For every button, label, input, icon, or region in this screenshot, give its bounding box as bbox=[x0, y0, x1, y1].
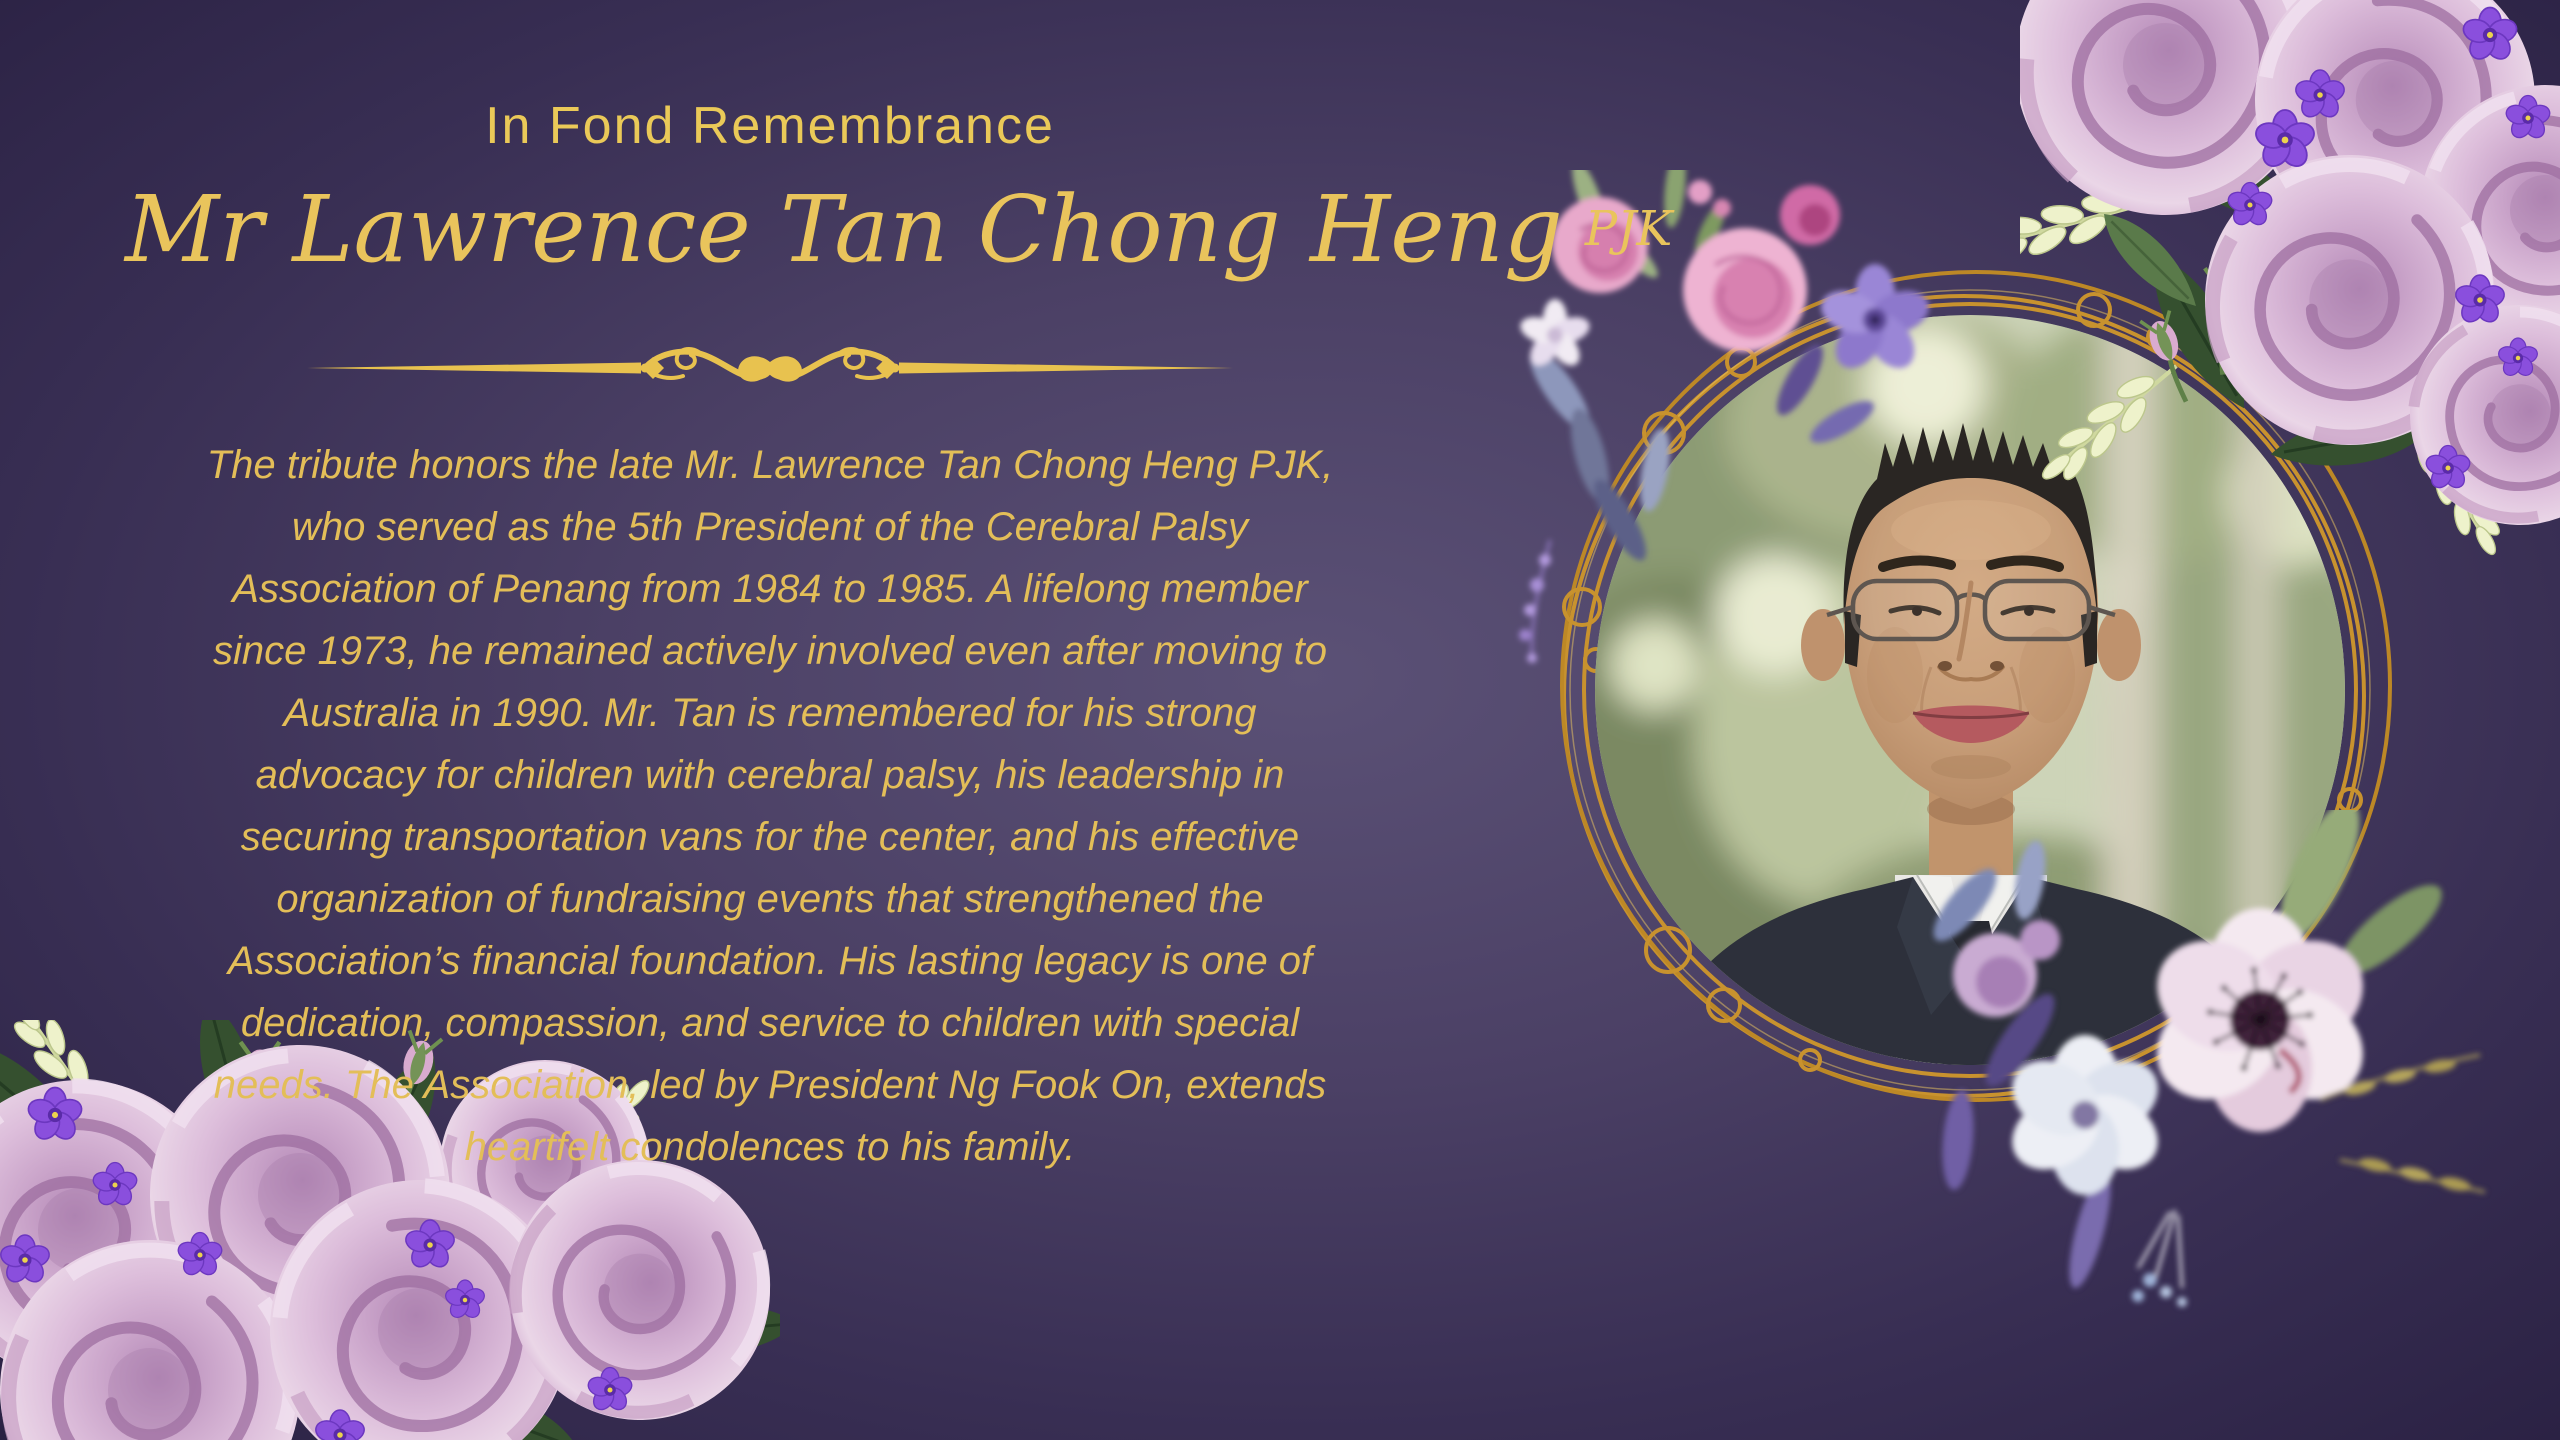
ornamental-divider bbox=[305, 336, 1235, 400]
tribute-line: needs. The Association, led by President Ng Fook On, extends bbox=[213, 1063, 1327, 1107]
watercolor-flowers-top-left bbox=[1470, 170, 2030, 730]
deceased-name: Mr Lawrence Tan Chong Heng bbox=[125, 176, 1563, 283]
tribute-line: Australia in 1990. Mr. Tan is remembered for his strong bbox=[283, 691, 1257, 735]
tribute-line: Association of Penang from 1984 to 1985. A lifelong member bbox=[232, 567, 1308, 611]
rose-bouquet-bottom-left bbox=[0, 1020, 780, 1440]
tribute-line: heartfelt condolences to his family. bbox=[464, 1125, 1076, 1169]
tribute-line: The tribute honors the late Mr. Lawrence Tan Chong Heng PJK, bbox=[206, 443, 1334, 487]
kicker-title: In Fond Remembrance bbox=[485, 97, 1055, 155]
tribute-line: advocacy for children with cerebral palsy, his leadership in bbox=[255, 753, 1285, 797]
rose-bouquet-top-right bbox=[2020, 0, 2560, 600]
tribute-line: organization of fundraising events that strengthened the bbox=[276, 877, 1264, 921]
tribute-line: who served as the 5th President of the Cerebral Palsy bbox=[291, 505, 1249, 549]
tribute-line: since 1973, he remained actively involved even after moving to bbox=[213, 629, 1327, 673]
watercolor-flowers-bottom-right bbox=[1920, 810, 2560, 1370]
tribute-line: securing transportation vans for the center, and his effective bbox=[240, 815, 1300, 859]
tribute-line: Association’s financial foundation. His lasting legacy is one of bbox=[227, 939, 1313, 983]
tribute-line: dedication, compassion, and service to children with special bbox=[240, 1001, 1300, 1045]
deceased-name-line bbox=[125, 176, 1673, 283]
honorific: PJK bbox=[1584, 201, 1673, 257]
